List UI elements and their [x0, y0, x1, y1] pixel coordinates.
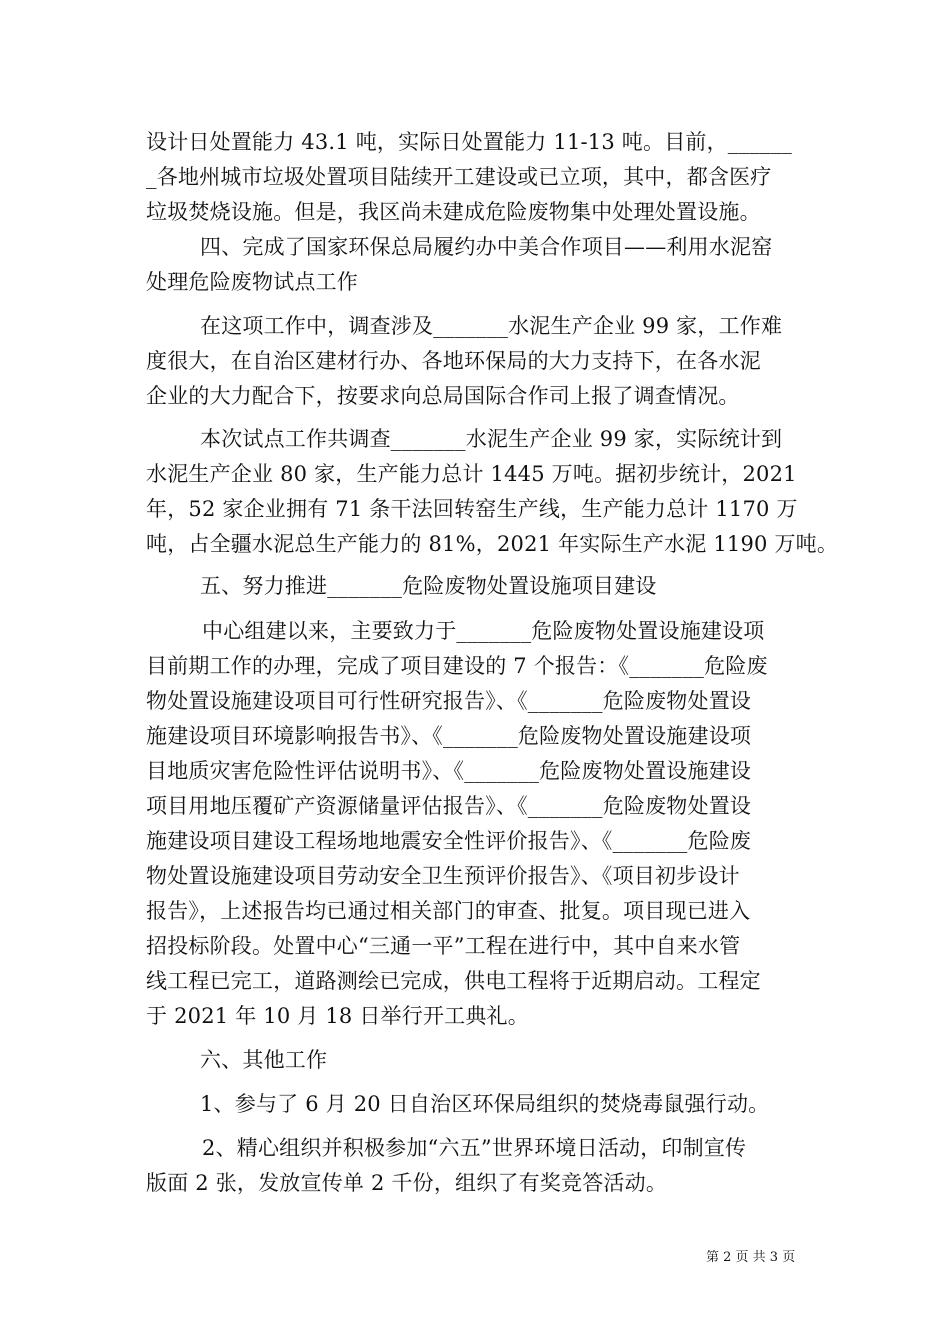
- list-item: 1、参与了 6 月 20 日自治区环保局组织的焚烧毒鼠强行动。: [200, 1092, 770, 1116]
- text-line: 于 2021 年 10 月 18 日举行开工典礼。: [146, 1004, 529, 1028]
- text-line: 物处置设施建设项目可行性研究报告》、《_______危险废物处置设: [146, 689, 752, 713]
- text-line: 项目用地压覆矿产资源储量评估报告》、《_______危险废物处置设: [146, 794, 752, 818]
- text-line: 目地质灾害危险性评估说明书》、《_______危险废物处置设施建设: [146, 759, 752, 783]
- text-line: 施建设项目环境影响报告书》、《_______危险废物处置设施建设项: [146, 724, 752, 748]
- list-item: 2、精心组织并积极参加“六五”世界环境日活动，印制宣传: [202, 1136, 747, 1160]
- text-line: 设计日处置能力 43.1 吨，实际日处置能力 11-13 吨。目前，______: [146, 130, 792, 154]
- text-line: _各地州城市垃圾处置项目陆续开工建设或已立项，其中，都含医疗: [146, 165, 772, 189]
- text-line: 招投标阶段。处置中心“三通一平”工程在进行中，其中自来水管: [146, 934, 741, 958]
- text-line: 本次试点工作共调查_______水泥生产企业 99 家，实际统计到: [200, 427, 783, 451]
- text-line: 吨，占全疆水泥总生产能力的 81%，2021 年实际生产水泥 1190 万吨。: [146, 532, 839, 556]
- text-line: 施建设项目建设工程场地地震安全性评价报告》、《_______危险废: [146, 829, 752, 853]
- section-heading-cont: 处理危险废物试点工作: [146, 270, 358, 294]
- text-line: 中心组建以来，主要致力于_______危险废物处置设施建设项: [202, 619, 765, 643]
- text-line: 物处置设施建设项目劳动安全卫生预评价报告》、《项目初步设计: [146, 864, 740, 888]
- text-line: 目前期工作的办理，完成了项目建设的 7 个报告：《_______危险废: [146, 654, 768, 678]
- list-item-cont: 版面 2 张，发放宣传单 2 千份，组织了有奖竞答活动。: [146, 1171, 668, 1195]
- text-line: 年，52 家企业拥有 71 条干法回转窑生产线，生产能力总计 1170 万: [146, 497, 798, 521]
- section-heading: 四、完成了国家环保总局履约办中美合作项目——利用水泥窑: [200, 235, 773, 259]
- text-line: 水泥生产企业 80 家，生产能力总计 1445 万吨。据初步统计，2021: [146, 462, 797, 486]
- text-line: 垃圾焚烧设施。但是，我区尚未建成危险废物集中处理处置设施。: [146, 200, 761, 224]
- text-line: 报告》，上述报告均已通过相关部门的审查、批复。项目现已进入: [146, 899, 751, 923]
- section-heading: 六、其他工作: [200, 1048, 328, 1072]
- section-heading: 五、努力推进_______危险废物处置设施项目建设: [200, 574, 657, 598]
- page-number: 第 2 页 共 3 页: [706, 1250, 796, 1265]
- text-line: 线工程已完工，道路测绘已完成，供电工程将于近期启动。工程定: [146, 969, 761, 993]
- text-line: 在这项工作中，调查涉及_______水泥生产企业 99 家，工作难: [200, 314, 783, 338]
- text-line: 度很大，在自治区建材行办、各地环保局的大力支持下，在各水泥: [146, 349, 761, 373]
- text-line: 企业的大力配合下，按要求向总局国际合作司上报了调查情况。: [146, 384, 740, 408]
